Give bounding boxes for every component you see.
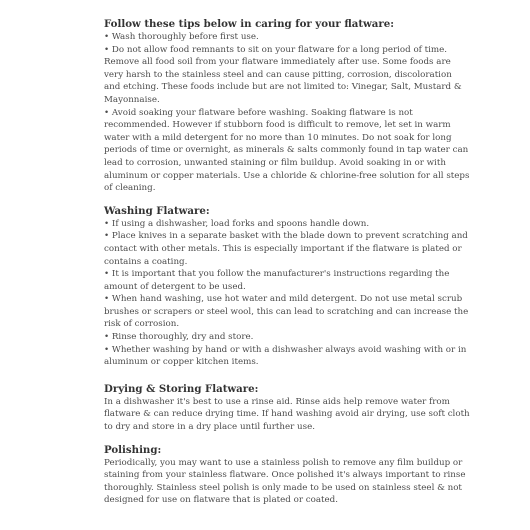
care-tip-item: • Do not allow food remnants to sit on your flatware for a long period of time. Remove all food soil from your flatware immediately after use. Some foods are very harsh to the stainless steel and can cause pitting, corrosion, discoloration and etching. These foods include but are not limited to: Vinegar, Salt, Mustard & Mayonnaise. [104, 44, 462, 105]
washing-section [104, 205, 470, 369]
care-tips-heading: Follow these tips below in caring for your flatware: [104, 18, 395, 30]
drying-text: In a dishwasher it's best to use a rinse aid. Rinse aids help remove water from flatware & can reduce drying time. If hand washing avoid air drying, use soft cloth to dry and store in a dry place until further use. [104, 396, 470, 433]
washing-tip-item: • Rinse thoroughly, dry and store. [104, 332, 254, 343]
washing-tip-item: • Place knives in a separate basket with the blade down to prevent scratching and contact with other metals. This is especially important if the flatware is plated or contains a coating. [104, 231, 468, 267]
washing-tip-item: • Whether washing by hand or with a dishwasher always avoid washing with or in aluminum or copper kitchen items. [104, 344, 467, 368]
washing-heading: Washing Flatware: [104, 204, 210, 217]
drying-section [104, 383, 470, 434]
polishing-heading: Polishing: [104, 443, 162, 456]
care-tip-item: • Wash thoroughly before first use. [104, 32, 259, 42]
washing-tip-item: • When hand washing, use hot water and mild detergent. Do not use metal scrub brushes or scrapers or steel wool, this can lead to scratching and can increase the risk of corrosion. [104, 294, 469, 330]
polishing-text: Periodically, you may want to use a stainless polish to remove any film buildup or staining from your stainless flatware. Once polished it's always important to rinse thoroughly. Stainless steel polish is only made to be used on stainless steel & not designed for use on flatware that is plated or coated. [104, 457, 466, 506]
care-tips-section [104, 18, 470, 195]
washing-tip-item: • It is important that you follow the manufacturer's instructions regarding the amount of detergent to be used. [104, 269, 450, 292]
drying-heading: Drying & Storing Flatware: [104, 382, 259, 395]
polishing-section [104, 444, 470, 507]
care-tip-item: • Avoid soaking your flatware before washing. Soaking flatware is not recommended. However if stubborn food is difficult to remove, let set in warm water with a mild detergent for no more than 10 minutes. Do not soak for long periods of time or overnight, as minerals & salts commonly found in tap water can lead to corrosion, unwanted staining or film buildup. Avoid soaking in or with aluminum or copper materials. Use a chloride & chlorine-free solution for all steps of cleaning. [104, 107, 470, 194]
washing-tip-item: • If using a dishwasher, load forks and spoons handle down. [104, 218, 370, 229]
